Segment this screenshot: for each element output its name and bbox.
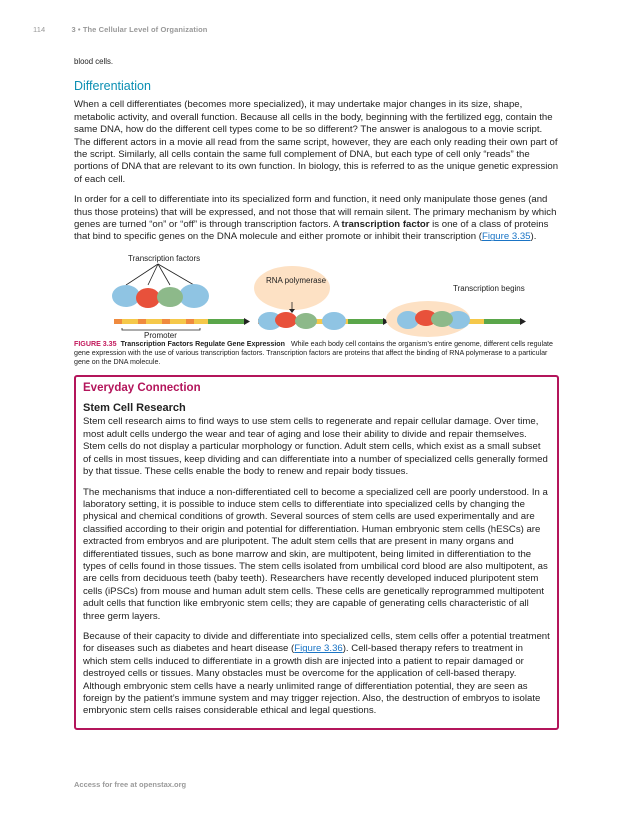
paragraph-2-text-a: In order for a cell to differentiate into its specialized form and function, it need only manipulate those genes (and thus those proteins) that will be expressed, and not those that will remain silent. The primary mechanism by which genes are turned “on” or “off” is through transcription factors. A <box>74 194 557 231</box>
box-paragraph-3-text-b: ). Cell-based therapy refers to treatment in which stem cells induced to differentiate in a growth dish are injected into a patient to repair damaged or destroyed cells or tissues. Many obstacles must be overcome for the application of cell-based therapy. Although embryonic stem cells have a nearly unlimited range of differentiation potential, they are seen as foreign by the patient’s immune system and may trigger rejection. Also, the destruction of embryos to isolate embryonic stem cells raises considerable ethical and legal questions. <box>83 643 541 717</box>
tf-protein-red <box>136 288 160 308</box>
figure-3-36-link[interactable]: Figure 3.36 <box>294 643 343 655</box>
figure-3-35-link[interactable]: Figure 3.35 <box>481 231 531 243</box>
box-paragraph-1: Stem cell research aims to find ways to use stem cells to regenerate and repair cellular damage. Over time, most adult cells undergo the wear and tear of aging and lose their ability to divide and repair themselves. Stem cells do not display a particular morphology or function. Adult stem cells, which exist as a small subset of cells in most tissues, keep dividing and can differentiate into a number of specialized cells generally formed by that tissue. These cells enable the body to renew and repair body tissues. <box>83 416 548 478</box>
gene-region-3 <box>484 319 520 324</box>
caption-figure-number: FIGURE 3.35 <box>74 339 117 348</box>
tf-protein-blue-1 <box>112 285 140 307</box>
section-heading: Differentiation <box>74 79 151 94</box>
chapter-title: 3 • The Cellular Level of Organization <box>71 25 208 34</box>
everyday-connection-box <box>74 375 559 729</box>
term-transcription-factor: transcription factor <box>341 219 430 231</box>
label-transcription-begins: Transcription begins <box>453 283 525 293</box>
tf-protein-green <box>157 287 183 307</box>
page-content <box>74 56 559 730</box>
page-number: 114 <box>33 25 46 34</box>
tf-arrows <box>126 264 194 285</box>
lead-text: blood cells. <box>74 57 114 66</box>
label-rna-polymerase: RNA polymerase <box>266 275 327 285</box>
footer-access-text: Access for free at openstax.org <box>74 780 187 789</box>
transcription-diagram <box>108 252 528 338</box>
paragraph-2 <box>74 194 559 244</box>
paragraph-2-text-b: is one of a class of proteins that bind to specific genes on the DNA molecule and either promote or inhibit their transcription ( <box>74 219 549 243</box>
box-paragraph-3-text-a: Because of their capacity to divide and differentiate into specialized cells, stem cells offer a potential treatment for diseases such as diabetes and heart disease ( <box>83 630 550 655</box>
gene-region-1 <box>208 319 244 324</box>
box-title: Stem Cell Research <box>83 402 186 415</box>
paragraph-1: When a cell differentiates (becomes more specialized), it may undertake major changes in its size, shape, metabolic activity, and overall function. Because all cells in the body, beginning with the fertilized egg, contain the same DNA, how do the different cell types come to be so different? The answer is analogous to a movie script. The different actors in a movie all read from the same script, however, they are each only reading their own part of the script. Similarly, all cells contain the same full complement of DNA, but each type of cell only “reads” the portions of DNA that are relevant to its own function. In biology, this is referred to as the unique genetic expression of each cell. <box>74 99 559 185</box>
paragraph-2-text-c: ). <box>530 231 537 243</box>
caption-text: While each body cell contains the organism’s entire genome, different cells regulate gene expression with the use of various transcription factors. Transcription factors are proteins that affect the binding of RNA polymerase to a particular gene on the DNA molecule. <box>74 339 553 367</box>
running-header <box>33 25 208 34</box>
tf-protein-blue-2 <box>179 284 209 308</box>
box-paragraph-3 <box>83 631 550 718</box>
figure-3-35 <box>74 252 559 338</box>
box-label: Everyday Connection <box>83 382 201 395</box>
box-paragraph-2: The mechanisms that induce a non-differentiated cell to become a specialized cell are poorly understood. In a laboratory setting, it is possible to induce stem cells to differentiate into specialized cells by changing the physical and chemical conditions of growth. Several sources of stem cells are used experimentally and are classified according to their origin and potential for differentiation. Human embryonic stem cells (hESCs) are extracted from embryos and are pluripotent. The adult stem cells that are present in many organs and differentiated tissues, such as bone marrow and skin, are multipotent, being limited in differentiation to the types of cells found in those tissues. The stem cells isolated from umbilical cord blood are also multipotent, as are cells from deciduous teeth (baby teeth). Researchers have recently developed induced pluripotent stem cells (iPSCs) from mouse and human adult stem cells. These cells are genetically reprogrammed multipotent adult cells that function like embryonic stem cells; they are capable of generating cells characteristic of all three germ layers. <box>83 486 548 622</box>
caption-title: Transcription Factors Regulate Gene Expression <box>120 339 285 348</box>
figure-caption <box>74 340 559 368</box>
gene-region-2 <box>348 319 383 324</box>
label-promoter: Promoter <box>144 330 177 338</box>
promoter-bracket <box>122 328 200 330</box>
label-transcription-factors: Transcription factors <box>128 253 201 263</box>
arrow-head-1 <box>244 318 250 325</box>
